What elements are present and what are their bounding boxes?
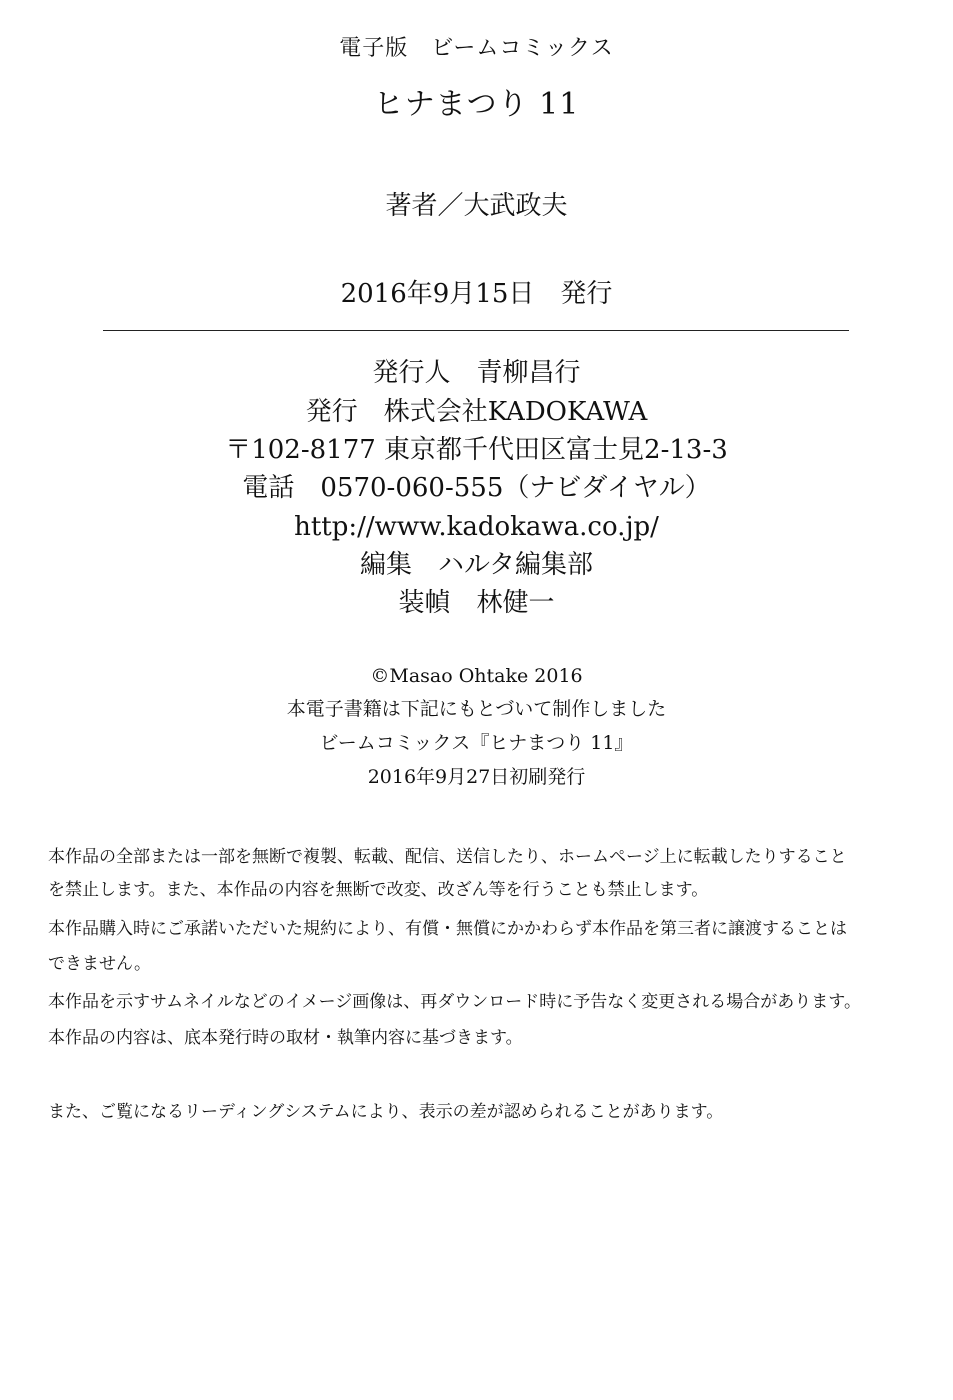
publisher-phone: 電話 0570-060-555（ナビダイヤル）: [242, 473, 711, 503]
publication-date: 2016年9月15日 発行: [340, 279, 613, 309]
edition-label: 電子版 ビームコミックス: [339, 36, 614, 61]
notice-line: 本作品購入時にご承諾いただいた規約により、有償・無償にかかわらず本作品を第三者に譲渡することは: [48, 919, 847, 939]
notice-line: 本作品を示すサムネイルなどのイメージ画像は、再ダウンロード時に予告なく変更される場合があります。: [48, 992, 861, 1012]
notice-line: できません。: [48, 954, 152, 974]
book-title: ヒナまつり 11: [373, 87, 580, 122]
author-line: 著者／大武政夫: [385, 191, 568, 221]
publisher-address: 〒102-8177 東京都千代田区富士見2-13-3: [225, 435, 728, 465]
publisher-company: 発行 株式会社KADOKAWA: [305, 397, 648, 427]
divider-line: [103, 330, 849, 331]
publisher-person: 発行人 青柳昌行: [372, 358, 581, 388]
editor-line: 編集 ハルタ編集部: [360, 550, 593, 580]
notice-line: また、ご覧になるリーディングシステムにより、表示の差が認められることがあります。: [48, 1102, 724, 1122]
notice-line: 本作品の内容は、底本発行時の取材・執筆内容に基づきます。: [48, 1028, 523, 1048]
publisher-url: http://www.kadokawa.co.jp/: [294, 512, 659, 542]
design-line: 装幀 林健一: [398, 588, 555, 618]
notice-line: を禁止します。また、本作品の内容を無断で改変、改ざん等を行うことも禁止します。: [48, 880, 709, 900]
copyright-line: ©Masao Ohtake 2016: [370, 665, 583, 687]
notice-line: 本作品の全部または一部を無断で複製、転載、配信、送信したり、ホームページ上に転載したりすること: [48, 847, 847, 867]
original-edition: ビームコミックス『ヒナまつり 11』: [319, 732, 634, 754]
first-print-date: 2016年9月27日初刷発行: [367, 766, 586, 788]
source-note: 本電子書籍は下記にもとづいて制作しました: [286, 698, 667, 720]
